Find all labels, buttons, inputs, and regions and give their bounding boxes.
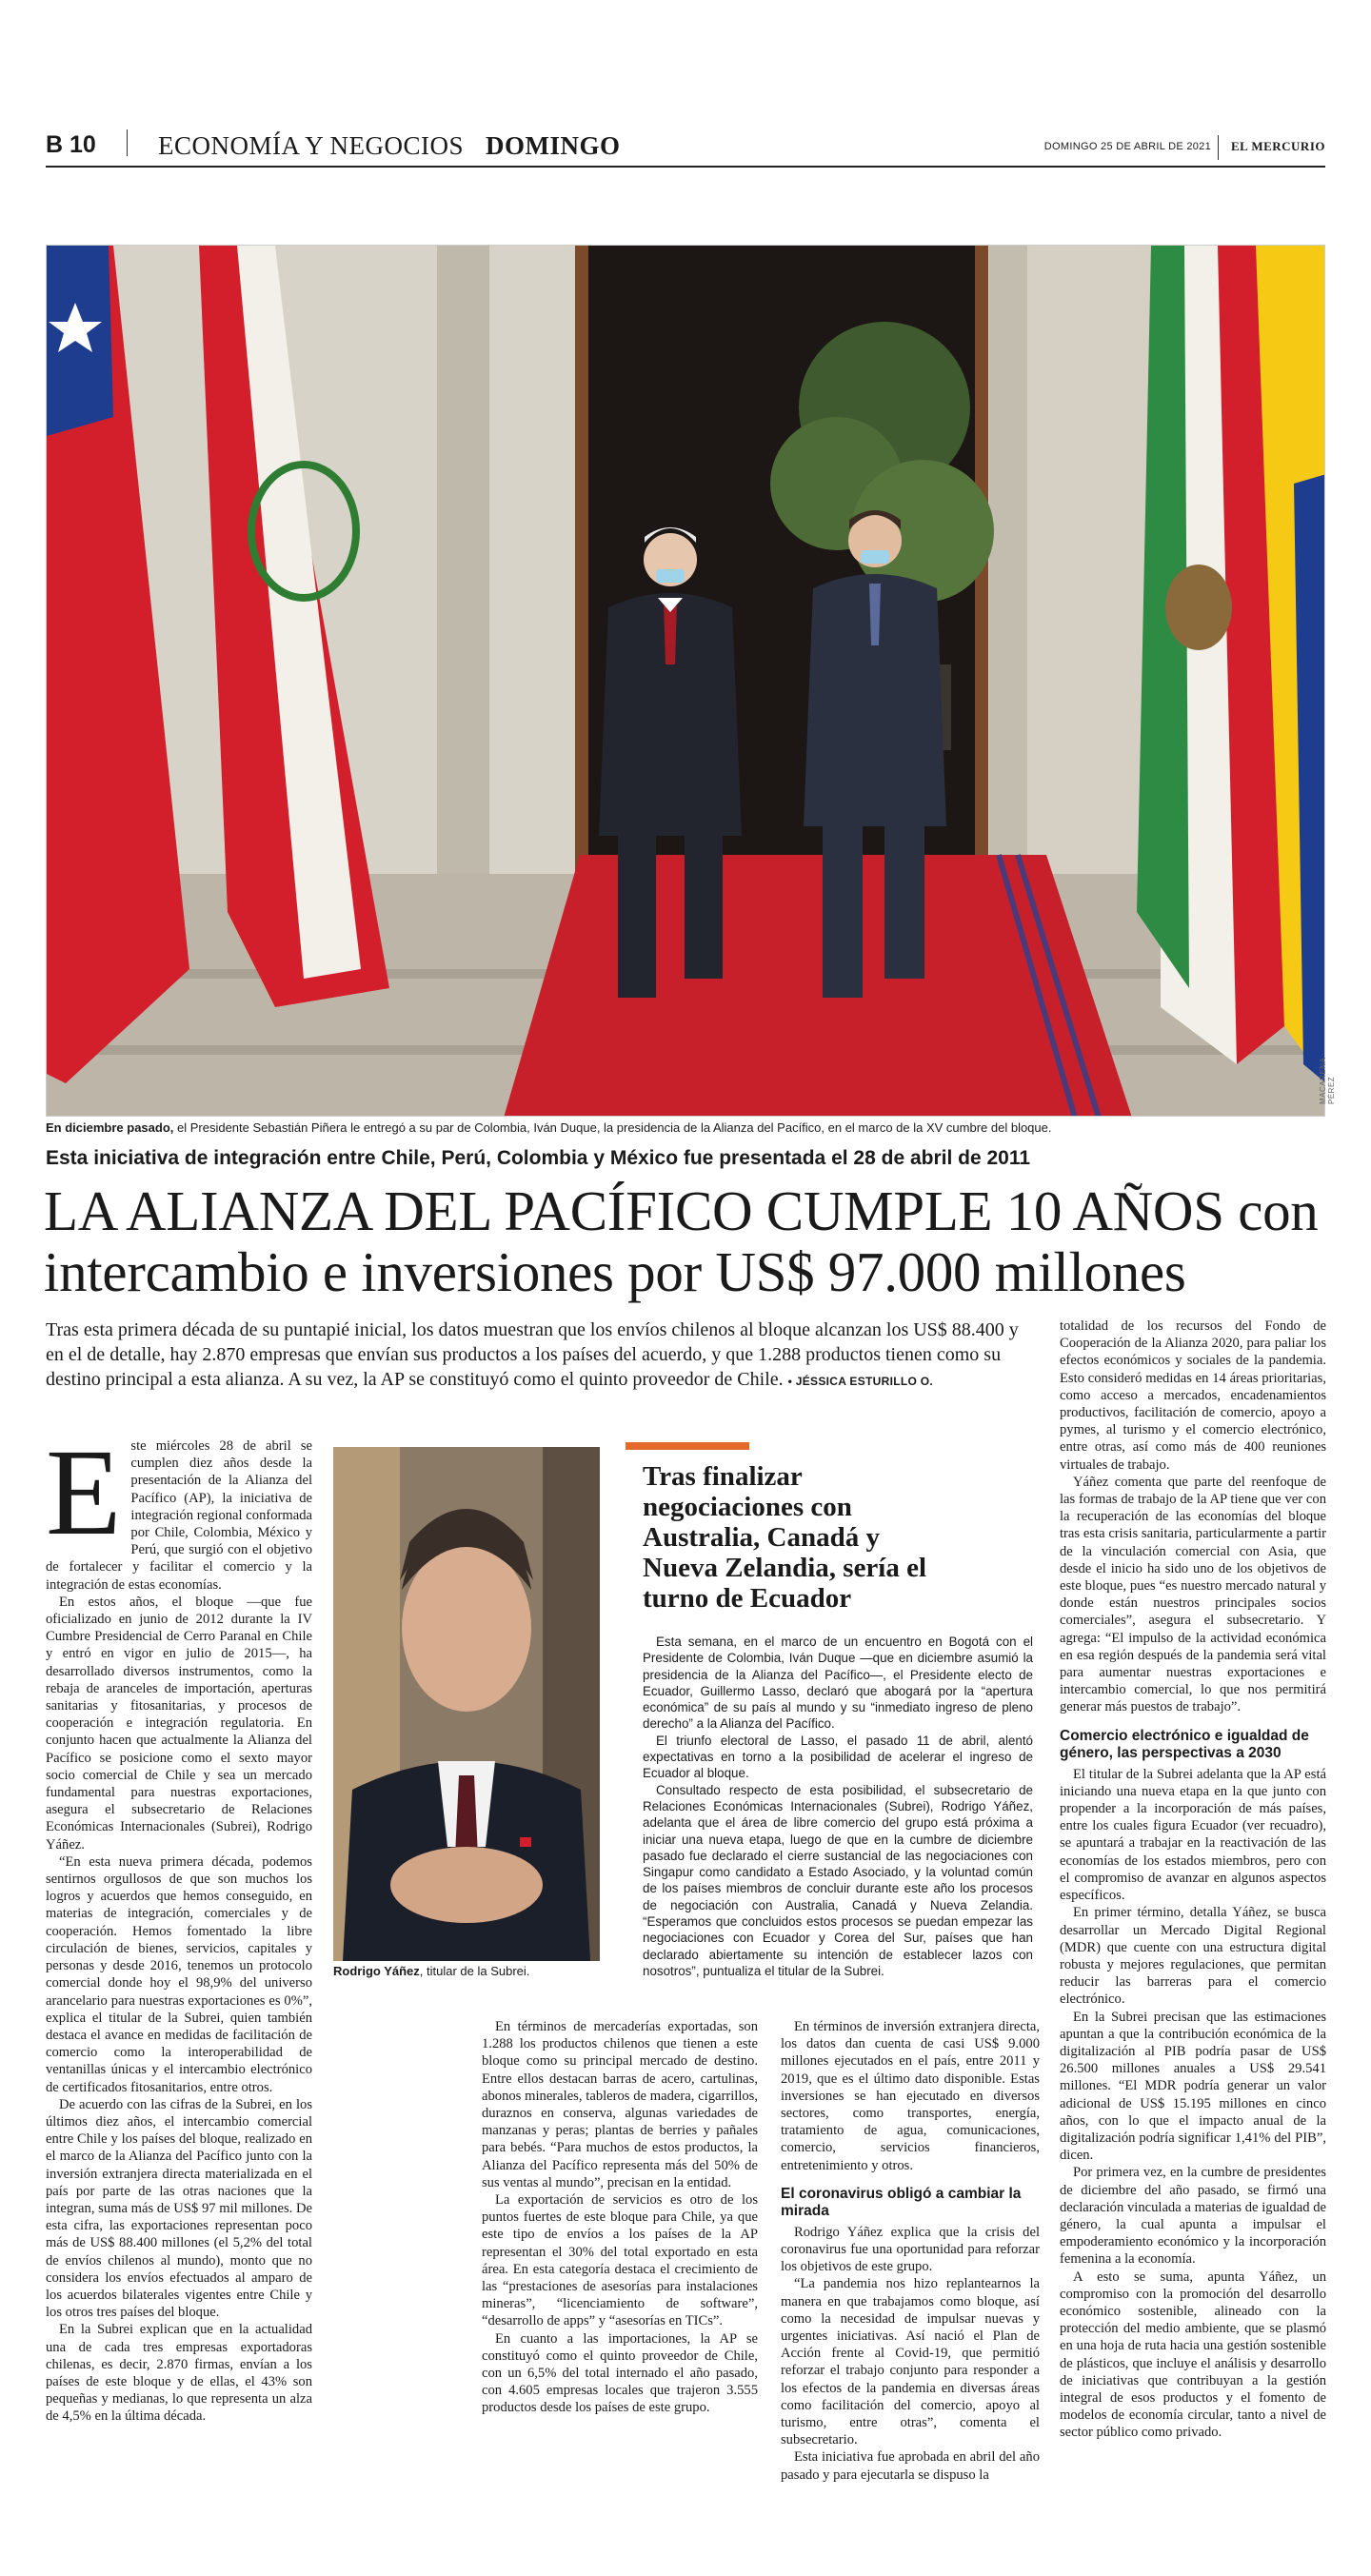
paragraph: En primer término, detalla Yáñez, se busca desarrollar un Mercado Digital Regional (MDR) que cuente con una estructura digital robusta y mejores regulaciones, que permitan reducir las barreras para el comercio electrónico. xyxy=(1060,1905,1326,2008)
paragraph: A esto se suma, apunta Yáñez, un compromiso con la promoción del desarrollo económico sostenible, alineado con la protección del medio ambiente, que se plasmó en una hoja de ruta hacia una gestión sostenible de plásticos, que incluye el análisis y desarrollo de iniciativas que contribuyan a la gestión integral de esos productos y el fomento de modelos de economía circular, tanto a nivel de sector público como privado. xyxy=(1060,2269,1326,2441)
portrait-caption-name: Rodrigo Yáñez xyxy=(333,1964,420,1978)
paragraph: En la Subrei precisan que las estimaciones apuntan a que la contribución económica de la digitalización al PIB podría pasar de US$ 26.500 millones anuales a US$ 29.541 millones. “El MDR podría generar un valor adicional de US$ 15.195 millones en cinco años, con lo que el impacto anual de la digitalización podría significar 1,41% del PIB”, dicen. xyxy=(1060,2009,1326,2164)
section-day: DOMINGO xyxy=(486,131,621,160)
paragraph: Esta semana, en el marco de un encuentro en Bogotá con el Presidente de Colombia, Iván Duque —que en diciembre asumió la presidencia de la Alianza del Pacífico—, el Presidente electo de Ecuador, Guillermo Lasso, declaró que abogará por la “apertura económica” de su país al mundo y su “inmediato ingreso de pleno derecho” a la Alianza del Pacífico. xyxy=(643,1635,1033,1732)
portrait-illustration xyxy=(333,1447,600,1961)
header-divider xyxy=(1218,135,1219,160)
paragraph: El triunfo electoral de Lasso, el pasado 11 de abril, alentó expectativas en torno a la posibilidad de acelerar el ingreso de Ecuador al bloque. xyxy=(643,1733,1033,1781)
paragraph: Esta iniciativa fue aprobada en abril del año pasado y para ejecutarla se dispuso la xyxy=(781,2449,1040,2483)
paragraph: ste miércoles 28 de abril se cumplen diez años desde la presentación de la Alianza del Pacífico (AP), la iniciativa de integración regional conformada por Chile, Colombia, México y Perú, que surgió con el objetivo de fortalecer y facilitar el comercio y la integración de estas economías. xyxy=(46,1438,312,1593)
paragraph: “En esta nueva primera década, podemos sentirnos orgullosos de que son muchos los logros y acuerdos que hemos conseguido, en materias de integración, comerciales y de cooperación. Hemos fomentado la libre circulación de bienes, servicios, capitales y personas y desde 2016, tenemos un protocolo comercial donde hoy el 98,9% del universo arancelario para nuestras exportaciones es 0%”, explica el titular de la Subrei, quien también destaca el avance en medidas de facilitación de comercio como la interoperabilidad de ventanillas únicas y el intercambio electrónico de certificados fitosanitarios, entre otros. xyxy=(46,1853,312,2095)
subheading-coronavirus: El coronavirus obligó a cambiar la mirada xyxy=(781,2185,1022,2219)
newspaper-logo: EL MERCURIO xyxy=(1230,139,1325,153)
sidebar-accent-bar xyxy=(626,1442,749,1450)
article-column-4 xyxy=(1060,1318,1326,2442)
paragraph: En términos de inversión extranjera directa, los datos dan cuenta de casi US$ 9.000 millones ejecutados en el país, entre 2011 y 2019, que es el último dato disponible. Estas inversiones se han ejecutado en diversos sectores, como transportes, energía, tratamiento de agua, comunicaciones, comercio, servicios financieros, entretenimiento y otros. xyxy=(781,2019,1040,2173)
issue-date: DOMINGO 25 DE ABRIL DE 2021 xyxy=(1043,141,1211,152)
photo-caption-lead: En diciembre pasado, xyxy=(46,1120,174,1135)
article-byline: • JÉSSICA ESTURILLO O. xyxy=(787,1375,934,1388)
paragraph: El titular de la Subrei adelanta que la AP está iniciando una nueva etapa en la que junto con propender a la incorporación de más países, entre los cuales figura Ecuador (ver recuadro), se apuntará a trabajar en la reactivación de las economías de los estados miembros, pero con el compromiso de avanzar en algunos aspectos específicos. xyxy=(1060,1766,1326,1904)
paragraph: Yáñez comenta que parte del reenfoque de las formas de trabajo de la AP tiene que ver con la recuperación de las economías del bloque tras esta crisis sanitaria, particularmente a partir de la vinculación comercial con Asia, que desde el inicio ha sido uno de los objetivos de este bloque, pues “es nuestro mercado natural y donde están nuestros principales socios comerciales”, asegura el subsecretario. Y agrega: “El impulso de la actividad económica en esa región después de la pandemia será vital para aumentar nuestras exportaciones e intercambio comercial, lo que nos permitirá generar más puestos de trabajo”. xyxy=(1060,1474,1326,1715)
portrait-caption-text: , titular de la Subrei. xyxy=(419,1964,530,1978)
subheading-2030: Comercio electrónico e igualdad de género, las perspectivas a 2030 xyxy=(1060,1727,1309,1761)
portrait-caption xyxy=(333,1964,529,1978)
lede-text: Tras esta primera década de su puntapié inicial, los datos muestran que los envíos chilenos al bloque alcanzan los US$ 88.400 y en el de detalle, hay 2.870 empresas que envían sus productos a los países del acuerdo, y que 1.288 productos tienen como su destino principal a esta alianza. A su vez, la AP se constituyó como el quinto proveedor de Chile. xyxy=(46,1319,1019,1390)
drop-cap: E xyxy=(46,1424,122,1561)
paragraph: En estos años, el bloque —que fue oficializado en junio de 2012 durante la IV Cumbre Presidencial de Cerro Paranal en Chile y entró en vigor en julio de 2015—, ha desarrollado diversos instrumentos, como la rebaja de aranceles de importación, aperturas sanitarias y fitosanitarias, y procesos de cooperación e integración regulatoria. En conjunto hacen que actualmente la Alianza del Pacífico se posicione como el sexto mayor socio comercial de Chile y sea un mercado fundamental para nuestras exportaciones, asegura el subsecretario de Relaciones Económicas Internacionales (Subrei), Rodrigo Yáñez. xyxy=(46,1594,312,1853)
paragraph: En la Subrei explican que en la actualidad una de cada tres empresas exportadoras chilenas, es decir, 2.870 firmas, envían a los países de este bloque y de ellas, el 43% son pequeñas y medianas, lo que representa un alza de 4,5% en la última década. xyxy=(46,2322,312,2425)
photo-credit: MACARENA PÉREZ xyxy=(1319,1058,1336,1104)
article-lede xyxy=(46,1318,1031,1394)
main-photo xyxy=(46,245,1325,1117)
article-kicker: Esta iniciativa de integración entre Chile, Perú, Colombia y México fue presentada el 28 de abril de 2011 xyxy=(46,1147,1031,1169)
paragraph: “La pandemia nos hizo replantearnos la manera en que trabajamos como bloque, así como la necesidad de impulsar nuevas y urgentes iniciativas. Así nació el Plan de Acción frente al Covid-19, que permitió reforzar el trabajo conjunto para responder a los efectos de la pandemia en diversas áreas como facilitación del comercio, apoyo al turismo, entre otras”, comenta el subsecretario. xyxy=(781,2276,1040,2448)
paragraph: La exportación de servicios es otro de los puntos fuertes de este bloque para Chile, ya que este tipo de envíos a los países de la AP representan el 30% del total exportado en esta área. En esta categoría destaca el crecimiento de las “prestaciones de asesorías para instalaciones mineras”, “licenciamiento de software”, “desarrollo de apps” y “asesorías en TICs”. xyxy=(482,2192,758,2329)
paragraph: Por primera vez, en la cumbre de presidentes de diciembre del año pasado, se firmó una declaración vinculada a materias de igualdad de género, la cual apunta a impulsar el empoderamiento económico y la incorporación femenina a la economía. xyxy=(1060,2165,1326,2268)
page-number: B 10 xyxy=(46,131,96,158)
header-divider xyxy=(127,129,128,156)
paragraph: En cuanto a las importaciones, la AP se constituyó como el quinto proveedor de Chile, con un 6,5% del total internado el año pasado, con 4.605 empresas locales que trajeron 3.555 productos desde los países de este grupo. xyxy=(482,2330,758,2416)
article-column-1 xyxy=(46,1424,312,2426)
article-column-2 xyxy=(482,2018,758,2417)
paragraph: Consultado respecto de esta posibilidad, el subsecretario de Relaciones Económicas Internacionales (Subrei), Rodrigo Yáñez, adelanta que el área de libre comercio del grupo está próxima a iniciar una nueva etapa, luego de que en la cumbre de diciembre pasado fue declarado el cierre sustancial de las negociaciones con Singapur como candidato a Estado Asociado, y la voluntad común de los países miembros de concluir durante este año los procesos de negociación con Australia, Canadá y Nueva Zelandia. “Esperamos que concluidos estos procesos se puedan empezar las negociaciones con Ecuador y Corea del Sur, países que han declarado abiertamente su intención de establecer lazos con nosotros”, puntualiza el titular de la Subrei. xyxy=(643,1782,1033,1978)
photo-caption xyxy=(46,1120,1325,1137)
article-headline: LA ALIANZA DEL PACÍFICO CUMPLE 10 AÑOS con intercambio e inversiones por US$ 97.000 millones xyxy=(44,1179,1319,1303)
photo-caption-text: el Presidente Sebastián Piñera le entregó a su par de Colombia, Iván Duque, la presidencia de la Alianza del Pacífico, en el marco de la XV cumbre del bloque. xyxy=(173,1120,1052,1135)
sidebar-title: Tras finalizar negociaciones con Australia, Canadá y Nueva Zelandia, sería el turno de Ecuador xyxy=(643,1461,927,1614)
section-name: ECONOMÍA Y NEGOCIOS xyxy=(158,131,465,160)
paragraph: Rodrigo Yáñez explica que la crisis del coronavirus fue una oportunidad para reforzar los objetivos de este grupo. xyxy=(781,2224,1040,2275)
header-rule xyxy=(46,166,1325,168)
main-photo-illustration xyxy=(47,246,1325,1117)
portrait-photo xyxy=(333,1447,600,1961)
page-header xyxy=(46,126,1325,164)
sidebar-body xyxy=(643,1634,1033,1979)
paragraph: De acuerdo con las cifras de la Subrei, en los últimos diez años, el intercambio comercial entre Chile y los países del bloque, realizado en el marco de la Alianza del Pacífico junto con la inversión extranjera directa materializada en el país por parte de las otras naciones que la integran, suma más de US$ 97 mil millones. De esta cifra, las exportaciones representan poco más de US$ 88.400 millones (el 5,2% del total de envíos chilenos al mundo), monto que no considera los envíos efectuados al amparo de los acuerdos bilaterales vigentes entre Chile y los otros tres países del bloque. xyxy=(46,2096,312,2321)
paragraph: En términos de mercaderías exportadas, son 1.288 los productos chilenos que tienen a este bloque como su principal mercado de destino. Entre ellos destacan barras de acero, cartulinas, abonos minerales, tableros de madera, cigarrillos, duraznos en conserva, algunas variedades de manzanas y peras; plantas de berries y pañales para bebés. “Para muchos de estos productos, la Alianza del Pacífico representa más del 50% de sus ventas al mundo”, precisan en la entidad. xyxy=(482,2019,758,2190)
paragraph: totalidad de los recursos del Fondo de Cooperación de la Alianza 2020, para paliar los efectos económicos y sociales de la pandemia. Esto consideró medidas en 14 áreas prioritarias, como acceso a mercados, encadenamientos productivos, facilitación de comercio, apoyo a pymes, al turismo y el comercio electrónico, entre otras, así como más de 400 reuniones virtuales de trabajo. xyxy=(1060,1318,1326,1473)
article-column-3 xyxy=(781,2018,1040,2484)
